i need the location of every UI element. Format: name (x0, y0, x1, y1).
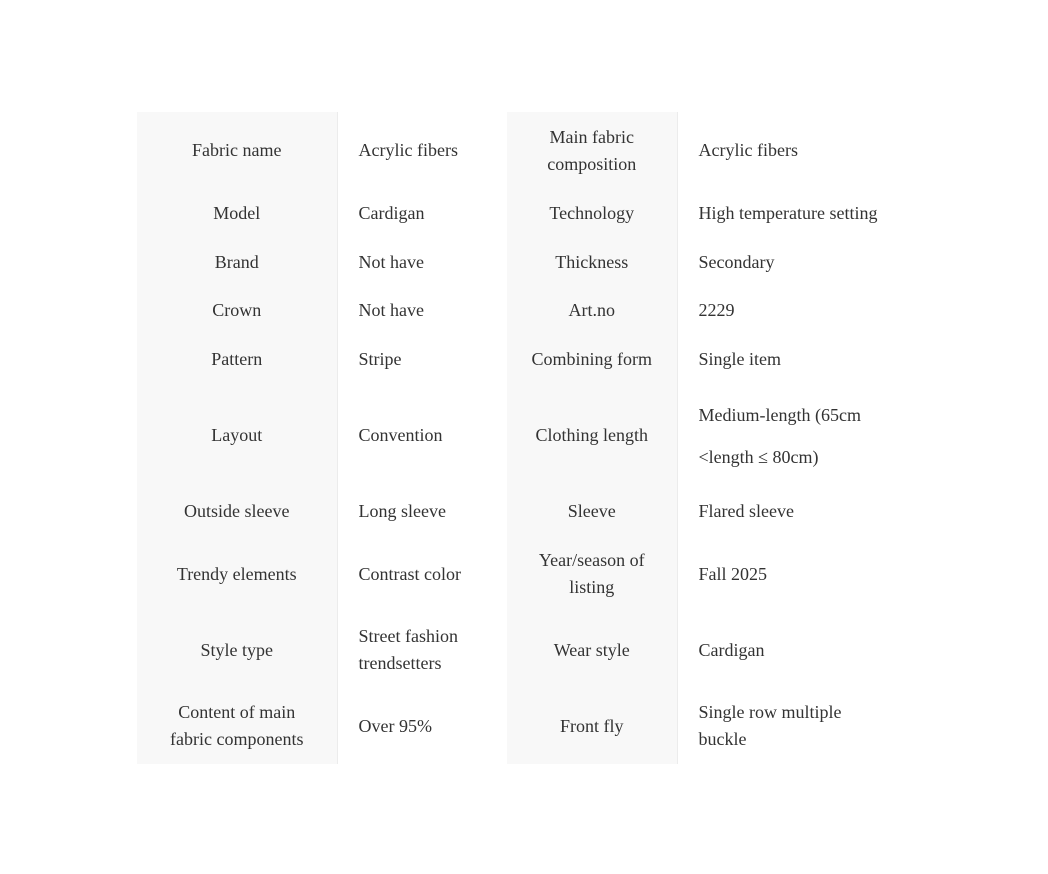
table-row (137, 688, 907, 764)
spec-key-cell: Fabric name (137, 112, 337, 189)
product-spec-table (137, 112, 907, 764)
table-row (137, 487, 907, 536)
spec-value-cell: Single item (677, 335, 907, 384)
spec-value-cell: Convention (337, 384, 507, 487)
spec-value-cell: Stripe (337, 335, 507, 384)
table-row (137, 335, 907, 384)
spec-value-cell: Flared sleeve (677, 487, 907, 536)
spec-table-body (137, 112, 907, 764)
spec-value-cell: Cardigan (677, 612, 907, 688)
table-row (137, 384, 907, 487)
spec-value-cell: 2229 (677, 286, 907, 335)
spec-key-cell: Art.no (507, 286, 677, 335)
spec-key-cell: Technology (507, 189, 677, 238)
spec-key-cell: Thickness (507, 238, 677, 286)
spec-key-cell: Combining form (507, 335, 677, 384)
table-row (137, 286, 907, 335)
spec-key-cell: Brand (137, 238, 337, 286)
spec-key-cell: Front fly (507, 688, 677, 764)
spec-key-cell: Wear style (507, 612, 677, 688)
spec-key-cell: Outside sleeve (137, 487, 337, 536)
spec-value-cell: Secondary (677, 238, 907, 286)
table-row (137, 112, 907, 189)
spec-key-cell: Model (137, 189, 337, 238)
spec-value-cell: Medium-length (65cm <length ≤ 80cm) (677, 384, 907, 487)
spec-value-cell: Contrast color (337, 536, 507, 612)
spec-value-cell: Not have (337, 238, 507, 286)
spec-value-cell: Fall 2025 (677, 536, 907, 612)
table-row (137, 536, 907, 612)
table-row (137, 612, 907, 688)
spec-key-cell: Style type (137, 612, 337, 688)
spec-value-cell: Cardigan (337, 189, 507, 238)
spec-key-cell: Layout (137, 384, 337, 487)
spec-key-cell: Content of main fabric components (137, 688, 337, 764)
spec-key-cell: Crown (137, 286, 337, 335)
spec-value-cell: Long sleeve (337, 487, 507, 536)
spec-value-cell: Acrylic fibers (337, 112, 507, 189)
spec-key-cell: Pattern (137, 335, 337, 384)
table-row (137, 238, 907, 286)
spec-value-cell: Street fashion trendsetters (337, 612, 507, 688)
spec-key-cell: Year/season of listing (507, 536, 677, 612)
spec-key-cell: Sleeve (507, 487, 677, 536)
spec-value-cell: High temperature setting (677, 189, 907, 238)
spec-value-cell: Acrylic fibers (677, 112, 907, 189)
spec-key-cell: Clothing length (507, 384, 677, 487)
spec-value-cell: Single row multiple buckle (677, 688, 907, 764)
spec-key-cell: Trendy elements (137, 536, 337, 612)
spec-value-cell: Over 95% (337, 688, 507, 764)
spec-key-cell: Main fabric composition (507, 112, 677, 189)
spec-value-cell: Not have (337, 286, 507, 335)
table-row (137, 189, 907, 238)
